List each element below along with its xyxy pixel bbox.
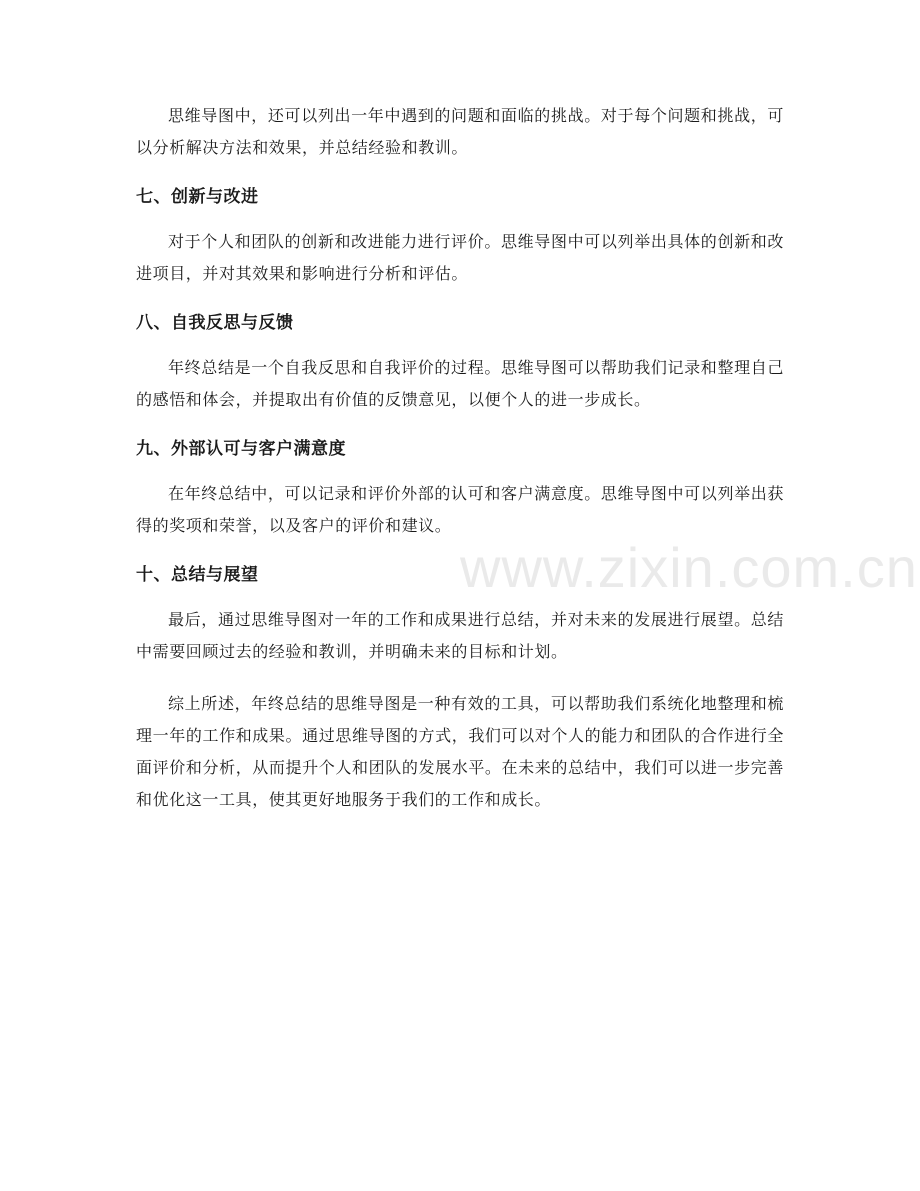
heading-external-recognition: 九、外部认可与客户满意度 [136, 439, 346, 459]
paragraph-self-reflection: 年终总结是一个自我反思和自我评价的过程。思维导图可以帮助我们记录和整理自己的感悟和体会，并提取出有价值的反馈意见，以便个人的进一步成长。 [136, 358, 784, 409]
heading-summary-outlook: 十、总结与展望 [136, 565, 259, 585]
paragraph-summary-outlook: 最后，通过思维导图对一年的工作和成果进行总结，并对未来的发展进行展望。总结中需要回顾过去的经验和教训，并明确未来的目标和计划。 [136, 610, 784, 661]
document-body [136, 100, 918, 816]
watermark: www.zixin.com.cn [460, 536, 918, 599]
heading-innovation: 七、创新与改进 [136, 187, 259, 207]
paragraph-innovation: 对于个人和团队的创新和改进能力进行评价。思维导图中可以列举出具体的创新和改进项目，并对其效果和影响进行分析和评估。 [136, 232, 784, 283]
paragraph-conclusion: 综上所述，年终总结的思维导图是一种有效的工具，可以帮助我们系统化地整理和梳理一年的工作和成果。通过思维导图的方式，我们可以对个人的能力和团队的合作进行全面评价和分析，从而提升个人和团队的发展水平。在未来的总结中，我们可以进一步完善和优化这一工具，使其更好地服务于我们的工作和成长。 [136, 694, 784, 809]
heading-self-reflection: 八、自我反思与反馈 [136, 313, 294, 333]
paragraph-problems-challenges: 思维导图中，还可以列出一年中遇到的问题和面临的挑战。对于每个问题和挑战，可以分析解决方法和效果，并总结经验和教训。 [136, 106, 784, 157]
paragraph-external-recognition: 在年终总结中，可以记录和评价外部的认可和客户满意度。思维导图中可以列举出获得的奖项和荣誉，以及客户的评价和建议。 [136, 484, 784, 535]
